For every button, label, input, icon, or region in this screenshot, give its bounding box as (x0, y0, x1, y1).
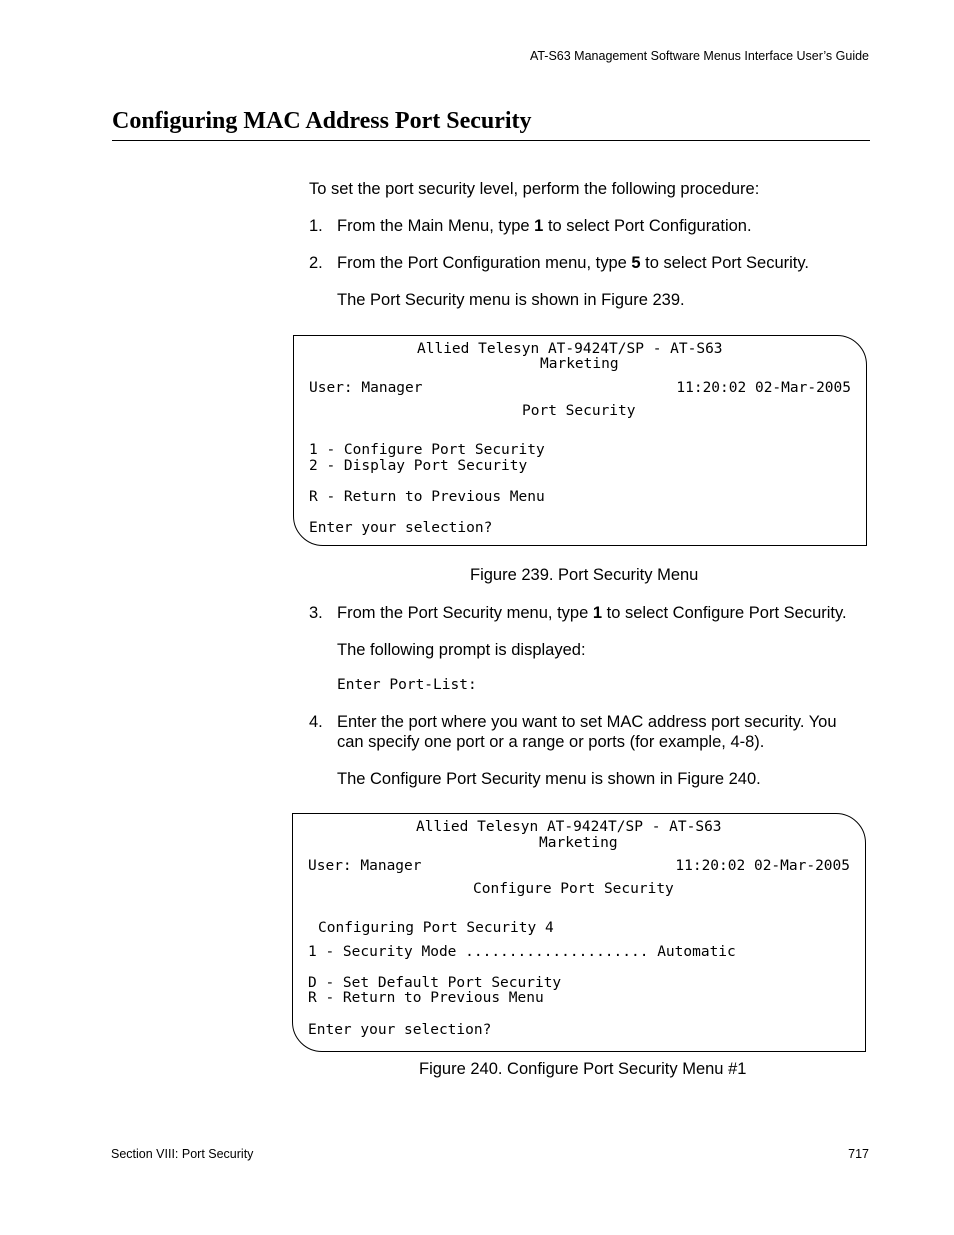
menu-option-1: 1 - Security Mode ..................... Automatic (308, 944, 736, 960)
step-2-text: From the Port Configuration menu, type 5 to select Port Security. (337, 254, 810, 272)
figure-239-caption: Figure 239. Port Security Menu (470, 566, 699, 584)
step-4-line-2: can specify one port or a range or ports (for example, 4-8). (337, 733, 765, 751)
screen-location-line: Marketing (539, 835, 618, 851)
screen-user: User: Manager (308, 858, 422, 874)
screen-title-line: Allied Telesyn AT-9424T/SP - AT-S63 (417, 341, 723, 357)
page-number: 717 (848, 1147, 869, 1161)
running-header: AT-S63 Management Software Menus Interface User’s Guide (529, 49, 869, 63)
prompt-intro: The following prompt is displayed: (337, 641, 586, 659)
step-4-number: 4. (309, 713, 323, 731)
menu-option-1: 1 - Configure Port Security (309, 442, 545, 458)
step-2-number: 2. (309, 254, 323, 272)
step-1-number: 1. (309, 217, 323, 235)
screen-user: User: Manager (309, 380, 423, 396)
section-title: Configuring MAC Address Port Security (112, 108, 532, 134)
menu-option-r: R - Return to Previous Menu (309, 489, 545, 505)
screen-subtitle: Configuring Port Security 4 (318, 920, 554, 936)
footer-section: Section VIII: Port Security (111, 1147, 254, 1161)
step-3-number: 3. (309, 604, 323, 622)
screen-datetime: 11:20:02 02-Mar-2005 (675, 858, 850, 874)
step-1-text: From the Main Menu, type 1 to select Port Configuration. (337, 217, 752, 235)
figure-240-caption: Figure 240. Configure Port Security Menu #1 (419, 1060, 747, 1078)
menu-option-r: R - Return to Previous Menu (308, 990, 544, 1006)
configure-port-security-screen (292, 813, 866, 1052)
menu-option-d: D - Set Default Port Security (308, 975, 562, 991)
screen-menu-title: Port Security (522, 403, 636, 419)
screen-title-line: Allied Telesyn AT-9424T/SP - AT-S63 (416, 819, 722, 835)
screen-prompt: Enter your selection? (308, 1022, 492, 1038)
intro-text: To set the port security level, perform the following procedure: (309, 180, 760, 198)
title-rule (112, 140, 870, 141)
screen-location-line: Marketing (540, 356, 619, 372)
screen-datetime: 11:20:02 02-Mar-2005 (676, 380, 851, 396)
figure-239-reference: The Port Security menu is shown in Figure 239. (337, 291, 685, 309)
port-list-prompt: Enter Port-List: (337, 677, 477, 693)
screen-prompt: Enter your selection? (309, 520, 493, 536)
menu-option-2: 2 - Display Port Security (309, 458, 528, 474)
step-4-line-1: Enter the port where you want to set MAC address port security. You (337, 713, 837, 731)
screen-menu-title: Configure Port Security (473, 881, 674, 897)
figure-240-reference: The Configure Port Security menu is shown in Figure 240. (337, 770, 761, 788)
port-security-menu-screen (293, 335, 867, 546)
step-3-text: From the Port Security menu, type 1 to select Configure Port Security. (337, 604, 847, 622)
